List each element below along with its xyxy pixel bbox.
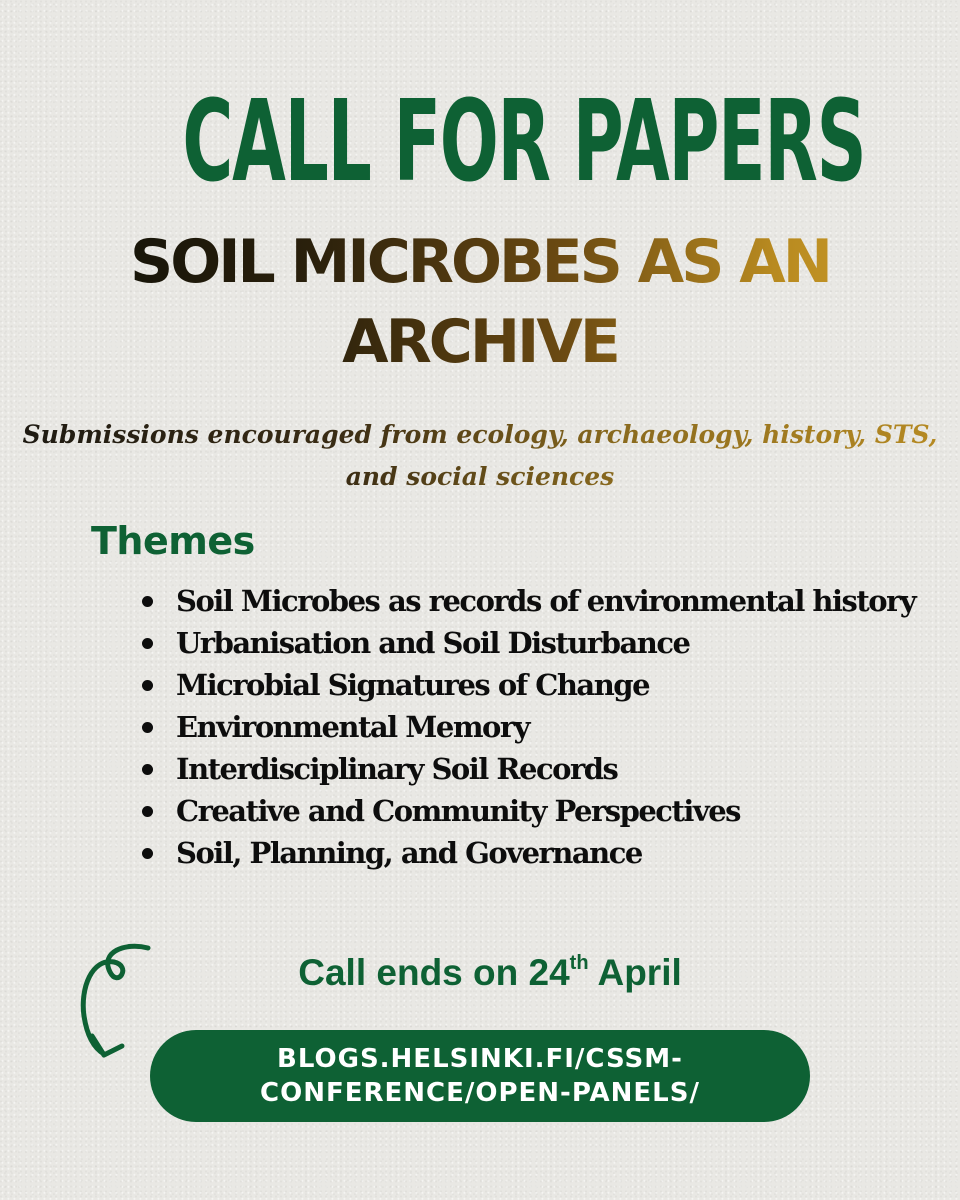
theme-item <box>138 748 950 790</box>
theme-item <box>138 622 950 664</box>
bullet-icon <box>142 848 153 859</box>
theme-label: Environmental Memory <box>176 710 529 744</box>
theme-label: Microbial Signatures of Change <box>176 668 650 702</box>
conference-link-button[interactable] <box>150 1030 810 1122</box>
theme-item <box>138 706 950 748</box>
bullet-icon <box>142 596 153 607</box>
theme-item <box>138 580 950 622</box>
theme-label: Soil Microbes as records of environmental history <box>176 584 916 618</box>
deadline-text <box>0 945 960 1001</box>
themes-list <box>138 580 950 874</box>
theme-label: Soil, Planning, and Governance <box>176 836 642 870</box>
bullet-icon <box>142 638 153 649</box>
theme-item <box>138 790 950 832</box>
theme-item <box>138 664 950 706</box>
deadline-prefix: Call ends on 24 <box>298 952 570 993</box>
theme-label: Urbanisation and Soil Disturbance <box>176 626 690 660</box>
bullet-icon <box>142 722 153 733</box>
themes-heading: Themes <box>91 519 255 563</box>
submissions-note: Submissions encouraged from ecology, archaeology, history, STS, and social sciences <box>20 414 940 498</box>
deadline-ordinal: th <box>569 952 589 974</box>
bullet-icon <box>142 764 153 775</box>
conference-link-url[interactable]: BLOGS.HELSINKI.FI/CSSM-CONFERENCE/OPEN-PANELS/ <box>260 1044 700 1108</box>
page-title: CALL FOR PAPERS <box>182 77 866 207</box>
bullet-icon <box>142 806 153 817</box>
theme-item <box>138 832 950 874</box>
page-subtitle: SOIL MICROBES AS AN ARCHIVE <box>60 222 900 382</box>
theme-label: Creative and Community Perspectives <box>176 794 740 828</box>
bullet-icon <box>142 680 153 691</box>
deadline-suffix: April <box>588 952 682 993</box>
theme-label: Interdisciplinary Soil Records <box>176 752 618 786</box>
